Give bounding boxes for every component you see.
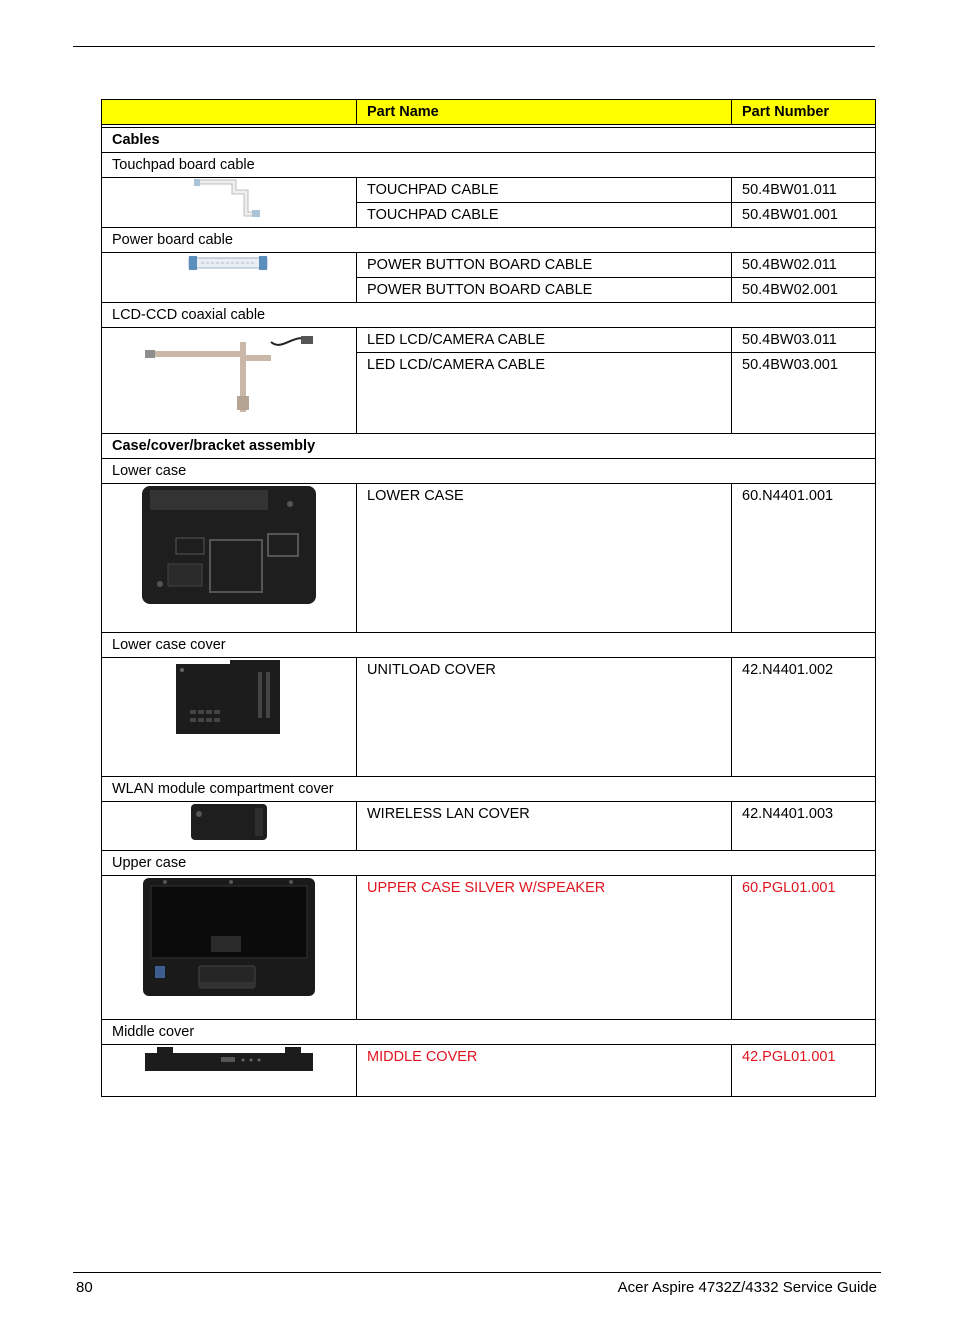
upper-case-photo	[141, 876, 317, 998]
part-name: WIRELESS LAN COVER	[357, 802, 732, 851]
part-image-cell	[102, 253, 357, 303]
part-number: 60.N4401.001	[732, 484, 876, 633]
part-name: MIDDLE COVER	[357, 1045, 732, 1097]
part-number: 50.4BW03.011	[732, 328, 876, 353]
touchpad-cable-photo	[194, 178, 264, 218]
footer-rule	[73, 1272, 881, 1273]
lcd-camera-cable-photo	[143, 328, 315, 418]
part-name: TOUCHPAD CABLE	[357, 203, 732, 228]
part-number: 50.4BW02.011	[732, 253, 876, 278]
group-row-middle-cover	[102, 1020, 876, 1045]
group-label: Power board cable	[102, 228, 876, 253]
header-part-number: Part Number	[732, 100, 876, 125]
part-image-cell	[102, 178, 357, 228]
header-image-col	[102, 100, 357, 125]
part-name: UPPER CASE SILVER W/SPEAKER	[357, 876, 732, 1020]
table-row	[102, 1045, 876, 1097]
table-row	[102, 802, 876, 851]
group-row-upper-case	[102, 851, 876, 876]
group-label: Middle cover	[102, 1020, 876, 1045]
parts-table	[101, 99, 876, 1097]
part-number: 42.N4401.002	[732, 658, 876, 777]
group-label: WLAN module compartment cover	[102, 777, 876, 802]
part-image-cell	[102, 328, 357, 434]
table-row	[102, 178, 876, 203]
lower-case-photo	[140, 484, 318, 606]
footer-title: Acer Aspire 4732Z/4332 Service Guide	[617, 1279, 877, 1296]
group-row-lower-case	[102, 459, 876, 484]
part-image-cell	[102, 484, 357, 633]
part-number: 50.4BW03.001	[732, 353, 876, 434]
part-image-cell	[102, 1045, 357, 1097]
group-label: LCD-CCD coaxial cable	[102, 303, 876, 328]
part-number: 50.4BW01.001	[732, 203, 876, 228]
part-name: LED LCD/CAMERA CABLE	[357, 353, 732, 434]
part-image-cell	[102, 802, 357, 851]
group-row-lcd	[102, 303, 876, 328]
section-title: Cables	[102, 128, 876, 153]
part-number: 50.4BW01.011	[732, 178, 876, 203]
section-row-case	[102, 434, 876, 459]
group-label: Lower case	[102, 459, 876, 484]
table-row	[102, 658, 876, 777]
header-rule	[73, 46, 875, 47]
group-label: Lower case cover	[102, 633, 876, 658]
table-row	[102, 876, 876, 1020]
part-name: UNITLOAD COVER	[357, 658, 732, 777]
group-label: Touchpad board cable	[102, 153, 876, 178]
part-number: 60.PGL01.001	[732, 876, 876, 1020]
part-image-cell	[102, 658, 357, 777]
wlan-cover-photo	[189, 802, 269, 842]
part-number: 42.N4401.003	[732, 802, 876, 851]
table-row	[102, 328, 876, 353]
section-row-cables	[102, 128, 876, 153]
table-header-row	[102, 100, 876, 125]
table-row	[102, 484, 876, 633]
part-name: POWER BUTTON BOARD CABLE	[357, 278, 732, 303]
group-row-power	[102, 228, 876, 253]
middle-cover-photo	[143, 1045, 315, 1075]
group-row-wlan	[102, 777, 876, 802]
header-part-name: Part Name	[357, 100, 732, 125]
group-row-lower-cover	[102, 633, 876, 658]
page-number: 80	[76, 1279, 93, 1296]
group-row-touchpad	[102, 153, 876, 178]
part-name: POWER BUTTON BOARD CABLE	[357, 253, 732, 278]
lower-case-cover-photo	[174, 658, 284, 738]
power-cable-photo	[187, 253, 271, 273]
part-name: TOUCHPAD CABLE	[357, 178, 732, 203]
part-number: 50.4BW02.001	[732, 278, 876, 303]
table-row	[102, 253, 876, 278]
group-label: Upper case	[102, 851, 876, 876]
section-title: Case/cover/bracket assembly	[102, 434, 876, 459]
part-name: LOWER CASE	[357, 484, 732, 633]
part-name: LED LCD/CAMERA CABLE	[357, 328, 732, 353]
part-number: 42.PGL01.001	[732, 1045, 876, 1097]
part-image-cell	[102, 876, 357, 1020]
